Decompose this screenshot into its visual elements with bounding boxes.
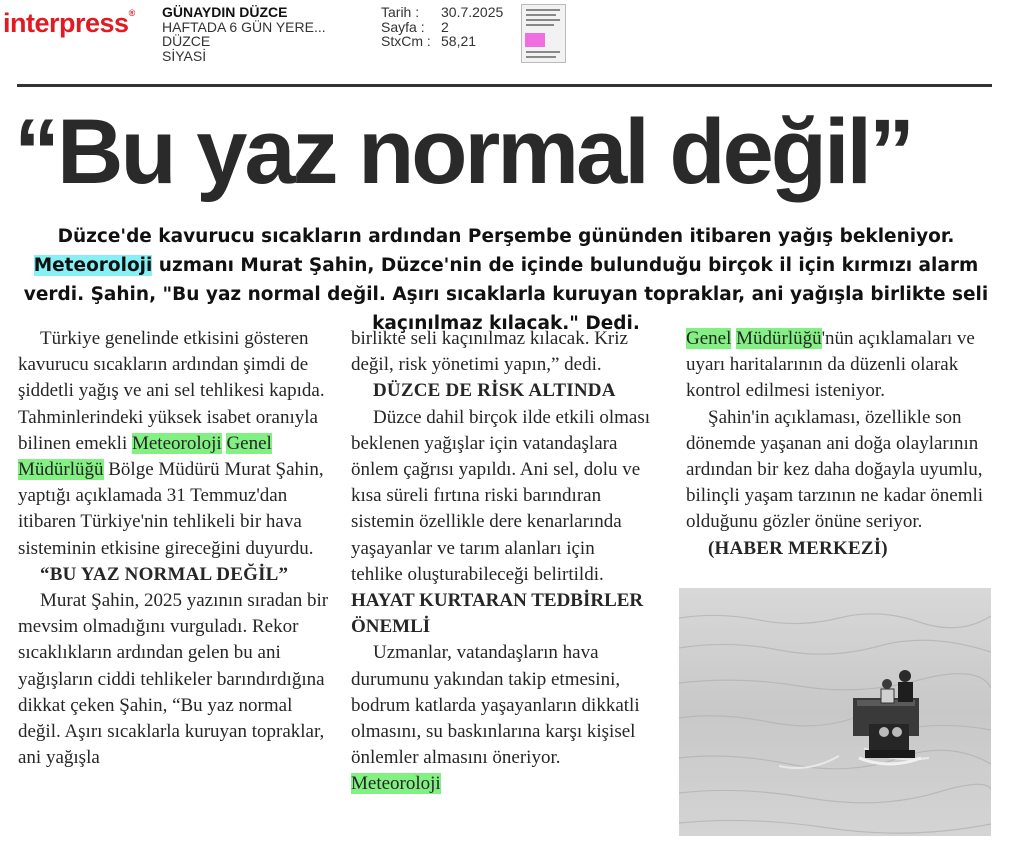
paragraph: Düzce dahil birçok ilde etkili olması beklenen yağışlar için vatandaşlara önlem çağrısı yapıldı. Ani sel, dolu ve kısa süreli fırtına riski barındıran sistemin özellikle dere kenarlarında yaşayanlar ve tarım alanları için tehlike oluşturabileceği belirtildi. <box>351 406 651 585</box>
keyword-highlight: Müdürlüğü <box>736 328 822 349</box>
subheading: DÜZCE DE RİSK ALTINDA <box>373 380 616 402</box>
publication-info <box>162 5 326 63</box>
paragraph: Murat Şahin, 2025 yazının sıradan bir mevsim olmadığını vurguladı. Rekor sıcaklıkların ardından gelen bu ani yağışların ciddi tehlikeler barındırdığına dikkat çeken Şahin, “Bu yaz normal değil. Aşırı sıcaklarla kuruyan topraklar, ani yağışla <box>18 590 329 769</box>
clipping-meta <box>381 5 503 49</box>
article-column-2 <box>351 326 651 798</box>
keyword-highlight: Müdürlüğü <box>18 459 104 481</box>
keyword-highlight: Meteoroloji <box>131 432 222 454</box>
byline: (HABER MERKEZİ) <box>708 537 888 559</box>
clipping-header <box>0 0 1020 84</box>
article-headline: “Bu yaz normal değil” <box>14 101 913 203</box>
publication-name: GÜNAYDIN DÜZCE <box>162 4 288 20</box>
article-lead: Düzce'de kavurucu sıcakların ardından Perşembe gününden itibaren yağış bekleniyor. Meteoroloji uzmanı Murat Şahin, Düzce'nin de içinde bulunduğu birçok il için kırmızı alarm verdi. Şahin, "Bu yaz normal değil. Aşırı sıcaklarla kuruyan topraklar, ani yağışla birlikte seli kaçınılmaz kılacak." Dedi. <box>23 226 989 334</box>
paragraph: Şahin'in açıklaması, özellikle son dönemde yaşanan ani doğa olaylarının ardından bir kez daha doğayla uyumlu, bilinçli yaşam tarzının ne kadar önemli olduğunu gözler önüne seriyor. <box>686 406 984 533</box>
article-column-3 <box>686 326 986 562</box>
meta-page: Sayfa : 2 <box>381 18 449 35</box>
flood-boat-icon <box>679 588 991 836</box>
subheading: HAYAT KURTARAN TEDBİRLER ÖNEMLİ <box>351 590 644 638</box>
keyword-highlight: Genel <box>226 432 272 454</box>
page-thumbnail[interactable] <box>521 4 566 63</box>
subheading: “BU YAZ NORMAL DEĞİL” <box>40 563 289 585</box>
flood-boat-photo <box>679 588 991 836</box>
interpress-logo: interpress® <box>3 8 135 38</box>
publication-category: SİYASİ <box>162 47 207 64</box>
keyword-highlight: Meteoroloji <box>33 255 153 276</box>
publication-city: DÜZCE <box>162 33 211 49</box>
paragraph: Genel Müdürlüğü'nün açıklamaları ve uyarı haritalarının da düzenli olarak kontrol edilmesi isteniyor. <box>686 328 975 402</box>
paragraph: Türkiye genelinde etkisini gösteren kavurucu sıcakların ardından şimdi de şiddetli yağış ve ani sel tehlikesi kapıda. Tahminlerindeki yüksek isabet oranıyla bilinen emekli Meteoroloji Genel Müdürlüğü Bölge Müdürü Murat Şahin, yaptığı açıklamada 31 Temmuz'dan itibaren Türkiye'nin tehlikeli bir hava sisteminin etkisine gireceğini duyurdu. <box>18 328 325 559</box>
paragraph: Uzmanlar, vatandaşların hava durumunu yakından takip etmesini, bodrum katlarda yaşayanların dikkatli olmasını, su baskınlarına karşı kişisel önlemler almasını öneriyor. Meteoroloji <box>351 642 640 795</box>
keyword-highlight: Genel <box>686 328 732 349</box>
keyword-highlight: Meteoroloji <box>351 773 441 795</box>
header-divider <box>17 84 992 87</box>
meta-stxcm: StxCm : 58,21 <box>381 33 477 49</box>
article-column-1 <box>18 326 330 771</box>
meta-date: Tarih : 30.7.2025 <box>381 4 504 20</box>
publication-frequency: HAFTADA 6 GÜN YERE... <box>162 18 326 35</box>
article-location-marker <box>525 33 545 47</box>
paragraph: birlikte seli kaçınılmaz kılacak. Kriz değil, risk yönetimi yapın,” dedi. <box>351 328 628 376</box>
